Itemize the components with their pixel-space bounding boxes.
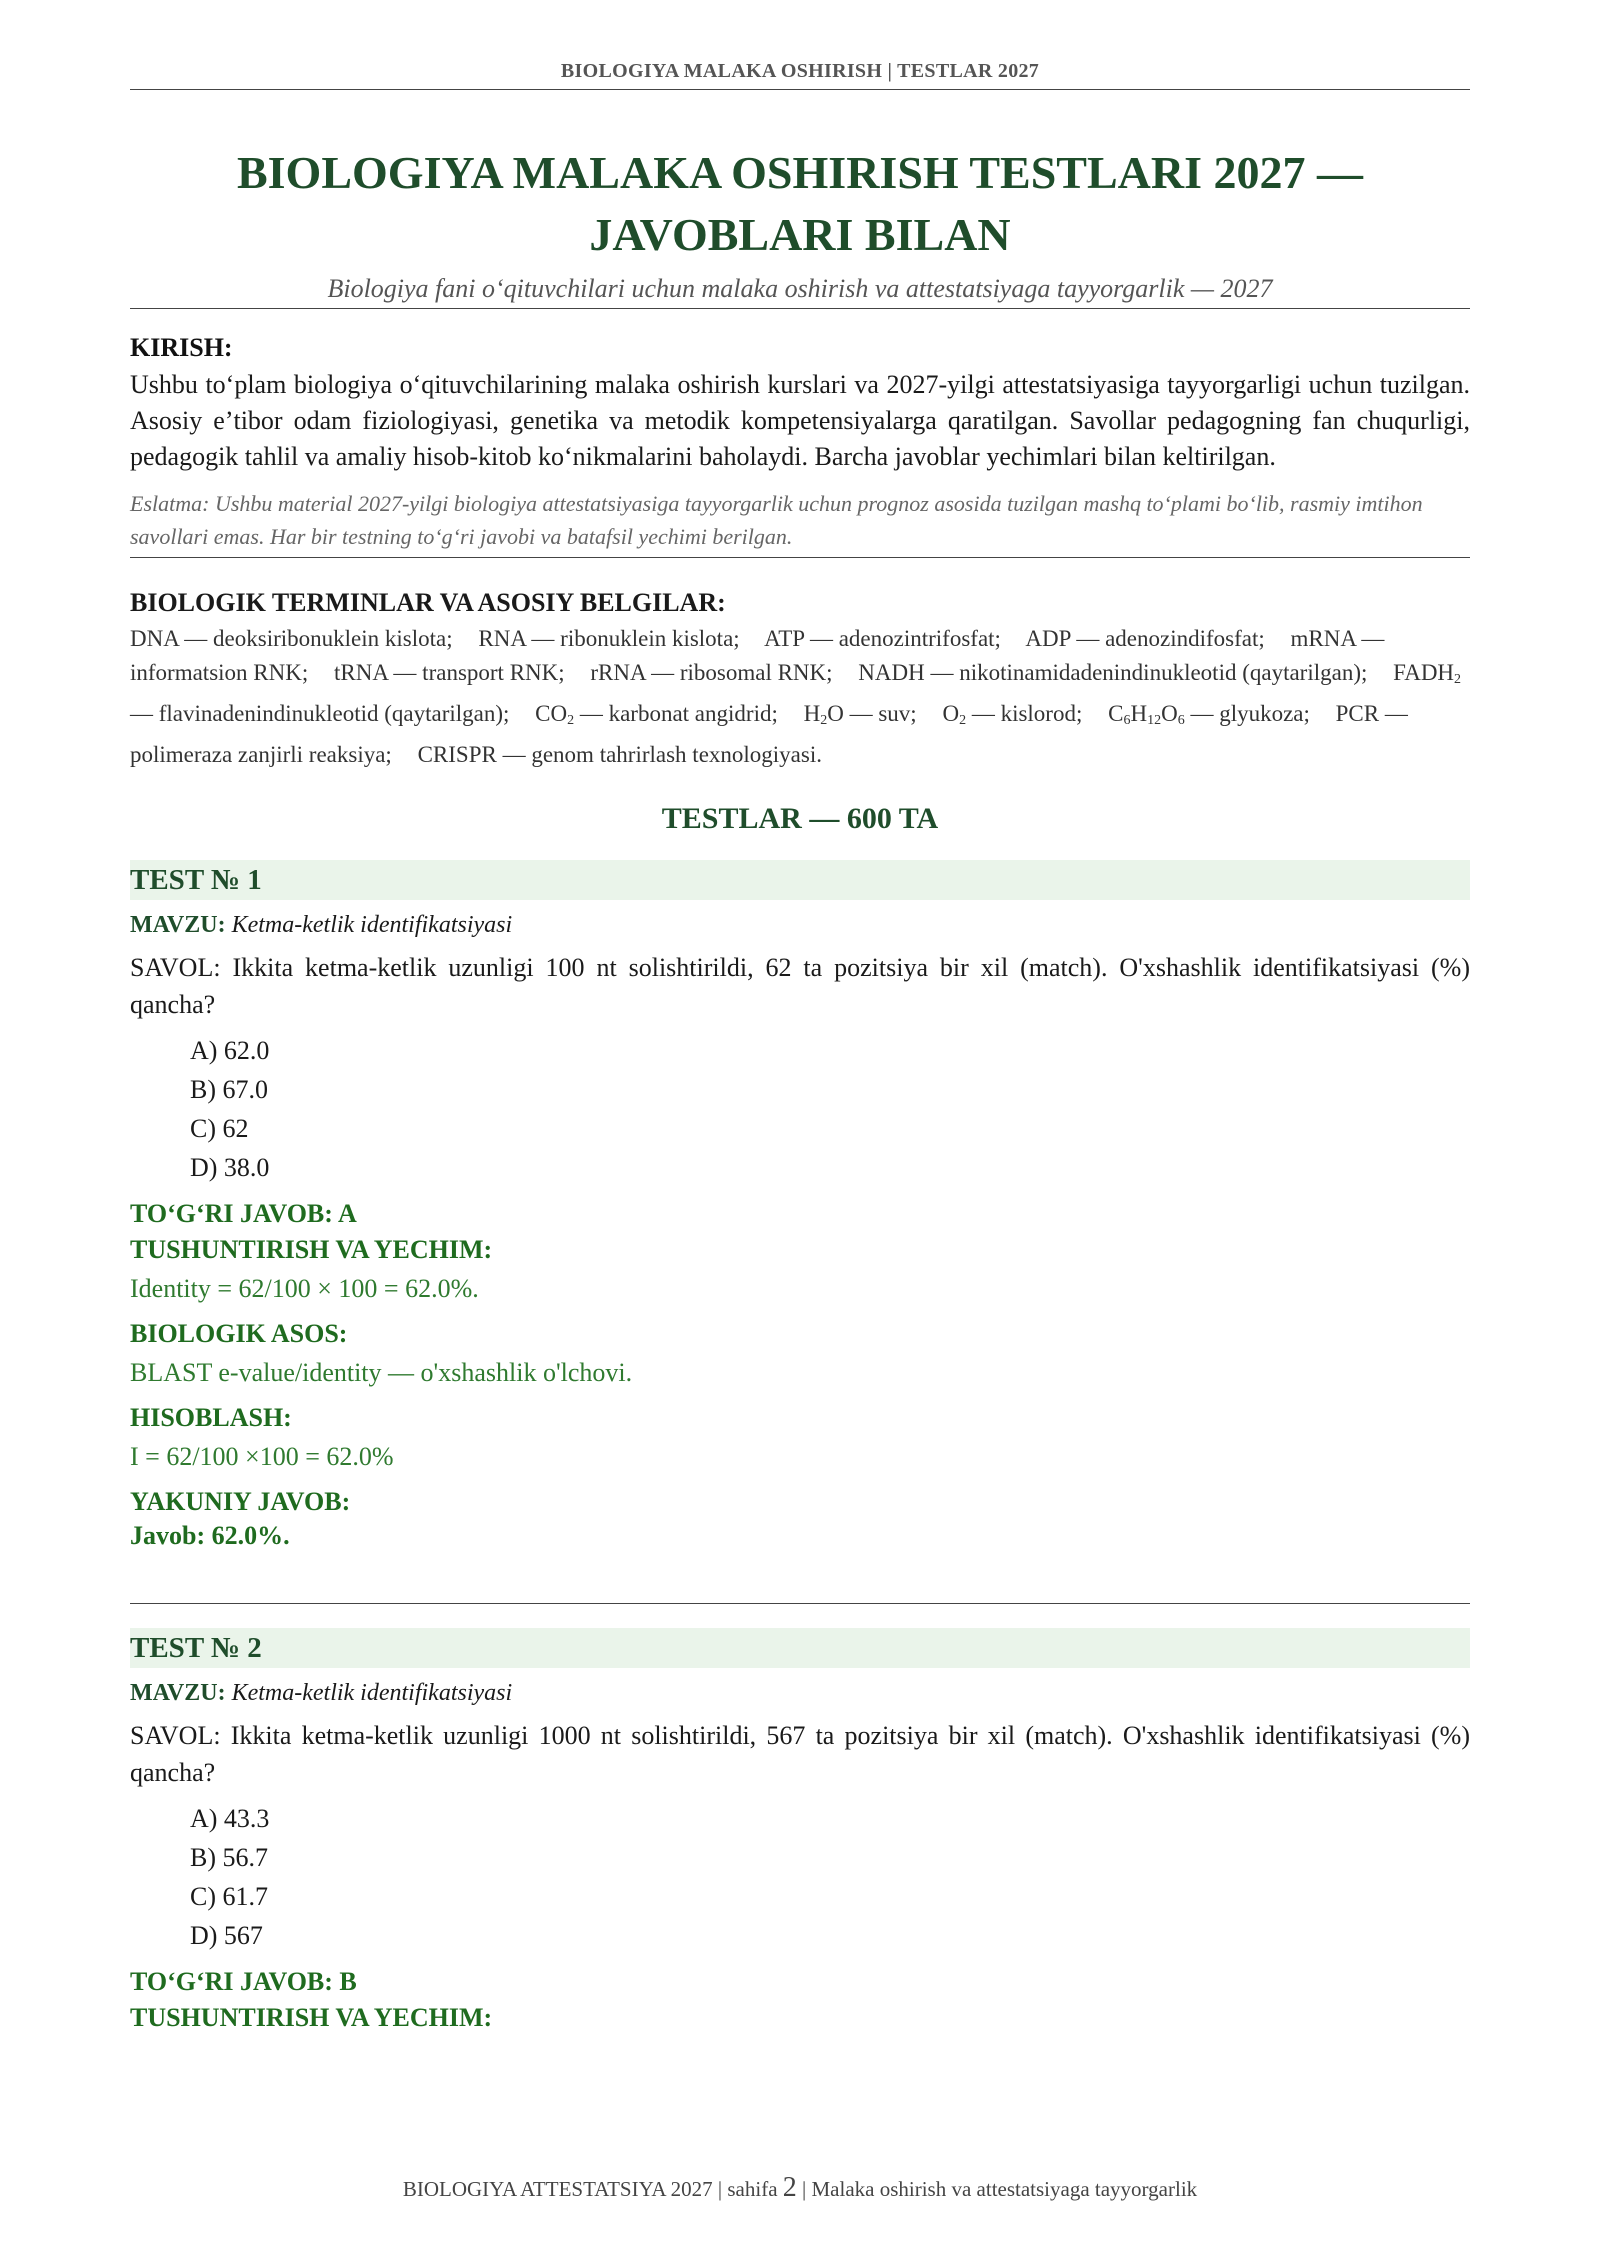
- test-2-question: SAVOL: Ikkita ketma-ketlik uzunligi 1000 nt solishtirildi, 567 ta pozitsiya bir xil (match). O'xshashlik identifikatsiyasi (%) qancha?: [130, 1721, 1470, 1787]
- title-line-1: BIOLOGIYA MALAKA OSHIRISH TESTLARI 2027 —: [236, 147, 1364, 198]
- term-dna: DNA — deoksiribonuklein kislota;: [130, 626, 453, 651]
- term-nadh: NADH — nikotinamidadenindinukleotid (qaytarilgan);: [858, 660, 1368, 685]
- option-b: B) 56.7: [190, 1843, 268, 1872]
- test-2-title: TEST № 2: [130, 1628, 1470, 1668]
- test-1-options: [130, 1031, 1470, 1187]
- test-1-final-answer: Javob: 62.0%.: [130, 1521, 290, 1550]
- intro-note: Eslatma: Ushbu material 2027-yilgi biologiya attestatsiyasiga tayyorgarlik uchun prognoz asosida tuzilgan mashq toʻplami boʻlib, rasmiy imtihon savollari emas. Har bir testning toʻgʻri javobi va batafsil yechimi berilgan.: [130, 487, 1470, 558]
- test-1-calc: I = 62/100 ×100 = 62.0%: [130, 1442, 394, 1471]
- option-a: A) 62.0: [190, 1036, 270, 1065]
- test-2-topic: [130, 1680, 1470, 1707]
- document-subtitle: Biologiya fani oʻqituvchilari uchun malaka oshirish va attestatsiyaga tayyorgarlik — 2027: [130, 274, 1470, 309]
- topic-label: MAVZU:: [130, 1680, 226, 1706]
- test-1-topic: [130, 912, 1470, 939]
- term-atp: ATP — adenozintrifosfat;: [764, 626, 1001, 651]
- page-footer: [0, 2172, 1600, 2204]
- option-c: C) 62: [190, 1114, 249, 1143]
- test-2-options: [130, 1799, 1470, 1955]
- test-1-correct-answer: TOʻGʻRI JAVOB: A: [130, 1199, 357, 1228]
- document-title: [130, 142, 1470, 266]
- test-divider: [130, 1603, 1470, 1604]
- term-adp: ADP — adenozindifosfat;: [1025, 626, 1265, 651]
- terms-list: [130, 622, 1470, 772]
- term-rna: RNA — ribonuklein kislota;: [478, 626, 740, 651]
- term-pcr: PCR — polimeraza zanjirli reaksiya;: [130, 701, 1408, 767]
- title-line-2: JAVOBLARI BILAN: [589, 209, 1011, 260]
- term-co2: $CO_2$ — karbonat angidrid;: [535, 701, 778, 728]
- test-1-basis: BLAST e-value/identity — o'xshashlik o'lchovi.: [130, 1358, 633, 1387]
- test-1-final-heading: YAKUNIY JAVOB:: [130, 1487, 351, 1516]
- document-page: [130, 0, 1470, 2033]
- test-1-question: SAVOL: Ikkita ketma-ketlik uzunligi 100 nt solishtirildi, 62 ta pozitsiya bir xil (match). O'xshashlik identifikatsiyasi (%) qancha?: [130, 953, 1470, 1019]
- topic-label: MAVZU:: [130, 912, 226, 938]
- topic-value: Ketma-ketlik identifikatsiyasi: [231, 1680, 513, 1706]
- term-trna: tRNA — transport RNK;: [334, 660, 565, 685]
- test-1-basis-heading: BIOLOGIK ASOS:: [130, 1319, 348, 1348]
- option-b: B) 67.0: [190, 1075, 268, 1104]
- term-glucose: $C_6H_{12}O_6$ — glyukoza;: [1108, 701, 1310, 728]
- tests-heading: TESTLAR — 600 TA: [661, 802, 939, 835]
- option-c: C) 61.7: [190, 1882, 268, 1911]
- term-h2o: $H_2O$ — suv;: [803, 701, 917, 728]
- test-2: [130, 1628, 1470, 2033]
- footer-right: | Malaka oshirish va attestatsiyaga tayyorgarlik: [802, 2177, 1198, 2201]
- option-d: D) 567: [190, 1921, 263, 1950]
- test-1-explanation-heading: TUSHUNTIRISH VA YECHIM:: [130, 1235, 493, 1264]
- intro-heading: KIRISH:: [130, 333, 233, 362]
- option-d: D) 38.0: [190, 1153, 270, 1182]
- topic-value: Ketma-ketlik identifikatsiyasi: [231, 912, 513, 938]
- page-number: 2: [782, 2172, 797, 2203]
- test-1: [130, 860, 1470, 1604]
- term-mrna: mRNA — informatsion RNK;: [130, 626, 1385, 685]
- running-header: BIOLOGIYA MALAKA OSHIRISH | TESTLAR 2027: [130, 60, 1470, 90]
- test-2-explanation-heading: TUSHUNTIRISH VA YECHIM:: [130, 2003, 493, 2032]
- test-1-explanation: Identity = 62/100 × 100 = 62.0%.: [130, 1274, 479, 1303]
- footer-left: BIOLOGIYA ATTESTATSIYA 2027 | sahifa: [402, 2177, 778, 2201]
- test-2-correct-answer: TOʻGʻRI JAVOB: B: [130, 1967, 357, 1996]
- terms-heading: BIOLOGIK TERMINLAR VA ASOSIY BELGILAR:: [130, 588, 726, 617]
- intro-text: Ushbu toʻplam biologiya oʻqituvchilarining malaka oshirish kurslari va 2027-yilgi attestatsiyasiga tayyorgarligi uchun tuzilgan. Asosiy eʼtibor odam fiziologiyasi, genetika va metodik kompetensiyalarga qaratilgan. Savollar pedagogning fan chuqurligi, pedagogik tahlil va amaliy hisob-kitob koʻnikmalarini baholaydi. Barcha javoblar yechimlari bilan keltirilgan.: [130, 370, 1470, 471]
- term-o2: $O_2$ — kislorod;: [942, 701, 1083, 728]
- term-fadh2: $FADH_2$ — flavinadenindinukleotid (qaytarilgan);: [130, 660, 1462, 726]
- option-a: A) 43.3: [190, 1804, 270, 1833]
- test-1-title: TEST № 1: [130, 860, 1470, 900]
- term-rrna: rRNA — ribosomal RNK;: [590, 660, 833, 685]
- term-crispr: CRISPR — genom tahrirlash texnologiyasi.: [417, 742, 822, 767]
- test-1-calc-heading: HISOBLASH:: [130, 1403, 292, 1432]
